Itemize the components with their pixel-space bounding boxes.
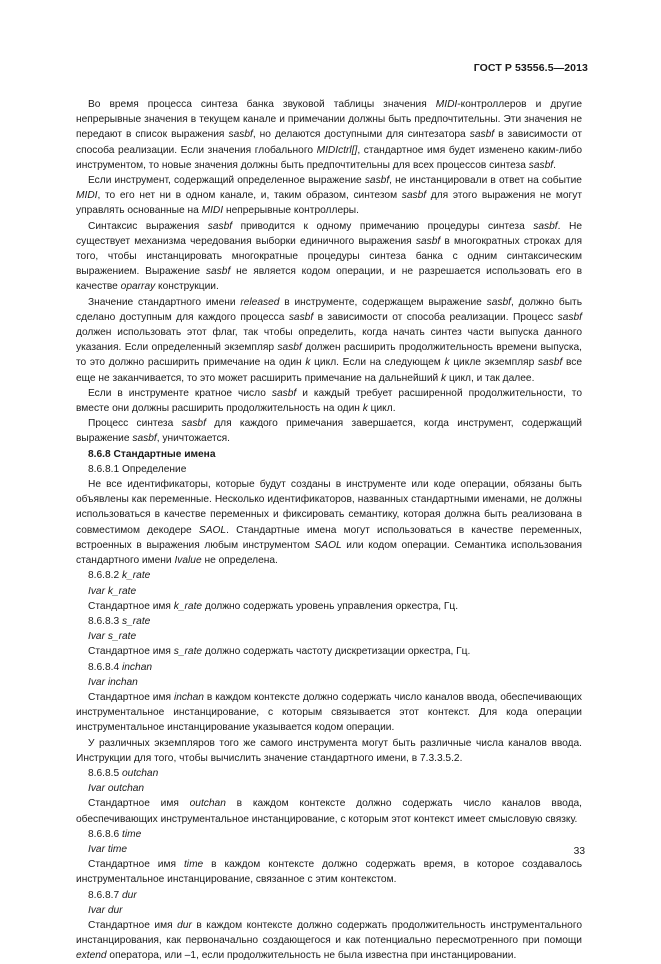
text-run: цикле экземпляр bbox=[449, 357, 538, 369]
text-line bbox=[76, 903, 582, 918]
text-run: Во время процесса синтеза банка звуковой таблицы значения bbox=[88, 99, 436, 110]
paragraph bbox=[76, 295, 582, 386]
italic-term: sasbf bbox=[557, 311, 582, 323]
text-run: 8.6.8.2 bbox=[88, 570, 122, 582]
text-run: , но делаются доступными для синтезатора bbox=[252, 129, 470, 141]
text-run: не является кодом операции, и не разрешается использовать его в качестве bbox=[76, 266, 582, 293]
italic-term: k_rate bbox=[173, 600, 203, 612]
italic-term: extend bbox=[76, 950, 107, 962]
text-run: приводится к одному примечанию процедуры синтеза bbox=[232, 220, 534, 232]
italic-term: dur bbox=[177, 919, 192, 931]
italic-term: sasbf bbox=[528, 159, 554, 171]
italic-term: Ivar time bbox=[88, 843, 128, 855]
text-line bbox=[76, 827, 582, 842]
text-run: в каждом контексте должно содержать число каналов ввода, обеспечивающих инструментальное инстанцирование, с которым этот контекст имеет смысловую связку. bbox=[76, 798, 583, 825]
text-line bbox=[76, 644, 582, 659]
italic-term: released bbox=[240, 296, 280, 308]
text-run: непрерывные контроллеры. bbox=[223, 205, 359, 217]
italic-term: time bbox=[122, 828, 142, 840]
italic-term: k bbox=[441, 372, 447, 384]
text-run: Если инструмент, содержащий определенное выражение bbox=[88, 175, 365, 187]
italic-term: sasbf bbox=[364, 175, 390, 187]
paragraph bbox=[76, 857, 582, 887]
paragraph bbox=[76, 97, 582, 173]
italic-term: sasbf bbox=[533, 220, 558, 232]
italic-term: Ivar s_rate bbox=[88, 631, 137, 643]
text-line bbox=[76, 888, 582, 903]
text-line bbox=[76, 568, 582, 583]
text-run: в многократных строках для того, чтобы инстанцировать многократные процедуры синтеза банка с одним синтаксическим выражением. Выражение bbox=[76, 235, 582, 278]
text-run: цикл, и так далее. bbox=[446, 372, 535, 384]
text-run: 8.6.8 Стандартные имена bbox=[88, 448, 216, 460]
text-run: Стандартное имя bbox=[88, 600, 174, 612]
italic-term: sasbf bbox=[132, 433, 157, 445]
italic-term: k_rate bbox=[122, 570, 151, 582]
text-line bbox=[76, 462, 582, 477]
italic-term: dur bbox=[122, 889, 137, 901]
text-run: , стандартное имя будет изменено каким-либо инструментом, то новые значения должны быть предпочтительны для всех процессов синтеза bbox=[76, 144, 582, 171]
italic-term: inchan bbox=[173, 691, 204, 703]
text-run: в инструменте, содержащем выражение bbox=[279, 296, 487, 308]
text-run: должно содержать уровень управления оркестра, Гц. bbox=[202, 600, 459, 612]
italic-term: Ivar outchan bbox=[88, 783, 145, 795]
text-run: для этого выражения не могут управлять основанные на bbox=[76, 190, 582, 217]
text-run: 8.6.8.3 bbox=[88, 615, 122, 627]
paragraph bbox=[76, 416, 582, 446]
text-line bbox=[76, 599, 582, 614]
italic-term: sasbf bbox=[486, 296, 512, 308]
text-run: Стандартное имя bbox=[88, 859, 184, 871]
italic-term: sasbf bbox=[537, 357, 563, 369]
italic-term: time bbox=[183, 859, 204, 871]
text-run: 8.6.8.1 Определение bbox=[88, 463, 187, 475]
text-run: не определена. bbox=[201, 555, 278, 567]
text-run: в зависимости от способа реализации. Если значения глобального bbox=[76, 129, 582, 156]
italic-term: Ivar dur bbox=[88, 904, 123, 916]
text-run: , не инстанцировали в ответ на событие bbox=[389, 175, 582, 187]
italic-term: inchan bbox=[122, 661, 153, 673]
text-run: в каждом контексте должно содержать продолжительность инструментального инстанцирования, как первоначально создающегося и как потенциально пересмотренного при помощи bbox=[76, 919, 582, 947]
italic-term: MIDIctrl[] bbox=[316, 144, 358, 156]
text-run: в каждом контексте должно содержать время, в которое создавалось инструментальное инстанцирование, связанное с этим контекстом. bbox=[76, 859, 583, 886]
text-run: , то его нет ни в одном канале, и, таким образом, синтезом bbox=[97, 190, 402, 202]
italic-term: SAOL bbox=[314, 539, 342, 551]
italic-term: k bbox=[444, 357, 450, 369]
italic-term: sasbf bbox=[401, 190, 427, 202]
text-run: Стандартное имя bbox=[88, 798, 190, 810]
italic-term: s_rate bbox=[122, 615, 151, 627]
paragraph bbox=[76, 173, 582, 219]
text-run: Процесс синтеза bbox=[88, 418, 182, 430]
italic-term: sasbf bbox=[271, 387, 297, 399]
text-line bbox=[76, 614, 582, 629]
text-run: цикл. bbox=[367, 403, 396, 415]
text-run: Стандартное имя bbox=[88, 691, 174, 703]
italic-term: sasbf bbox=[415, 235, 441, 247]
italic-term: Ivar inchan bbox=[88, 676, 138, 688]
text-run: все еще не заканчивается, то это может расширить примечание на дальнейший bbox=[76, 357, 583, 384]
italic-term: Ivalue bbox=[174, 555, 202, 567]
italic-term: oparray bbox=[120, 281, 156, 293]
paragraph bbox=[76, 219, 582, 295]
paragraph bbox=[76, 477, 582, 568]
italic-term: outchan bbox=[189, 798, 226, 810]
text-line bbox=[76, 675, 582, 690]
italic-term: k bbox=[362, 403, 368, 415]
text-run: или кодом операции. Семантика использования стандартного имени bbox=[76, 539, 582, 567]
italic-term: MIDI bbox=[201, 205, 224, 217]
text-line bbox=[76, 584, 582, 599]
text-run: и каждый требует расширенной продолжительности, то вместе они должны расширить продолжительность на один bbox=[76, 387, 582, 415]
text-run: , уничтожается. bbox=[156, 433, 231, 445]
italic-term: k bbox=[305, 357, 311, 369]
italic-term: s_rate bbox=[173, 646, 203, 658]
italic-term: SAOL bbox=[198, 524, 227, 536]
text-line bbox=[76, 781, 582, 796]
text-run: Не все идентификаторы, которые будут созданы в инструменте или коде операции, обязаны быть объявлены как переменные. Несколько идентификаторов, названных стандартными именами, не должны использоваться в качестве переменных и фиксировать семантику, которая должна быть реализована в совместимом декодере bbox=[76, 479, 582, 536]
text-run: в зависимости от способа реализации. Процесс bbox=[313, 311, 558, 323]
section-heading bbox=[76, 447, 582, 462]
text-run: . bbox=[553, 159, 556, 171]
page-number: 33 bbox=[573, 846, 585, 857]
text-run: должен расширить продолжительность времени выпуска, то это должно расширить примечание на один bbox=[76, 342, 582, 369]
text-run: Если в инструменте кратное число bbox=[88, 387, 272, 399]
document-header: ГОСТ Р 53556.5—2013 bbox=[473, 62, 588, 74]
text-run: 8.6.8.5 bbox=[88, 767, 122, 779]
text-run: должен использовать этот флаг, так чтобы определить, когда начать синтез части выпуска данного указания. Если определенный экземпляр bbox=[76, 327, 582, 354]
italic-term: sasbf bbox=[277, 342, 302, 354]
italic-term: sasbf bbox=[205, 266, 231, 278]
paragraph bbox=[76, 796, 582, 826]
italic-term: outchan bbox=[122, 767, 159, 779]
text-run: 8.6.8.7 bbox=[88, 889, 122, 901]
text-run: Стандартное имя bbox=[88, 646, 174, 658]
italic-term: sasbf bbox=[181, 418, 206, 430]
text-run: Значение стандартного имени bbox=[88, 296, 241, 308]
italic-term: MIDI bbox=[435, 99, 458, 110]
italic-term: sasbf bbox=[228, 129, 253, 141]
text-run: конструкции. bbox=[155, 281, 219, 293]
document-body bbox=[76, 97, 582, 964]
text-run: для каждого примечания завершается, когда инструмент, содержащий выражение bbox=[76, 418, 582, 445]
italic-term: sasbf bbox=[288, 311, 314, 323]
paragraph bbox=[76, 386, 582, 416]
italic-term: MIDI bbox=[76, 190, 98, 202]
paragraph bbox=[76, 736, 582, 766]
text-run: У различных экземпляров того же самого инструмента могут быть различные числа каналов ввода. Инструкции для того, чтобы вычислить значение стандартного имени, в 7.3.3.5.2. bbox=[76, 737, 582, 764]
paragraph bbox=[76, 918, 582, 964]
text-run: Стандартное имя bbox=[88, 919, 178, 931]
text-line bbox=[76, 842, 582, 857]
text-run: Синтаксис выражения bbox=[88, 220, 208, 232]
text-run: 8.6.8.4 bbox=[88, 661, 122, 673]
text-run: . Стандартные имена могут использоваться в качестве переменных, встроенных в выражения любым инструментом bbox=[76, 524, 582, 551]
text-run: в каждом контексте должно содержать число каналов ввода, обеспечивающих инструментальное инстанцирование, с которым связывается этот контекст. Для кода операции инструментальное инстанцирование указывается кодом операции. bbox=[76, 691, 583, 734]
text-run: . Не существует механизма чередования выборки единичного выражения bbox=[76, 220, 582, 247]
italic-term: sasbf bbox=[469, 129, 495, 141]
italic-term: sasbf bbox=[207, 220, 233, 232]
text-line bbox=[76, 629, 582, 644]
text-run: цикл. Если на следующем bbox=[310, 357, 445, 369]
paragraph bbox=[76, 690, 582, 736]
text-run: -контроллеров и другие непрерывные значения в текущем канале и примечании должны быть предпочтительны. Эти значения не передают в список выражения bbox=[76, 99, 582, 141]
text-run: должно содержать частоту дискретизации оркестра, Гц. bbox=[202, 646, 471, 658]
text-run: 8.6.8.6 bbox=[88, 828, 122, 840]
text-line bbox=[76, 660, 582, 675]
text-line bbox=[76, 766, 582, 781]
italic-term: Ivar k_rate bbox=[88, 585, 137, 597]
text-run: , должно быть сделано доступным для каждого процесса bbox=[76, 296, 583, 323]
text-run: оператора, или –1, если продолжительность не была известна при инстанцировании. bbox=[106, 950, 517, 962]
